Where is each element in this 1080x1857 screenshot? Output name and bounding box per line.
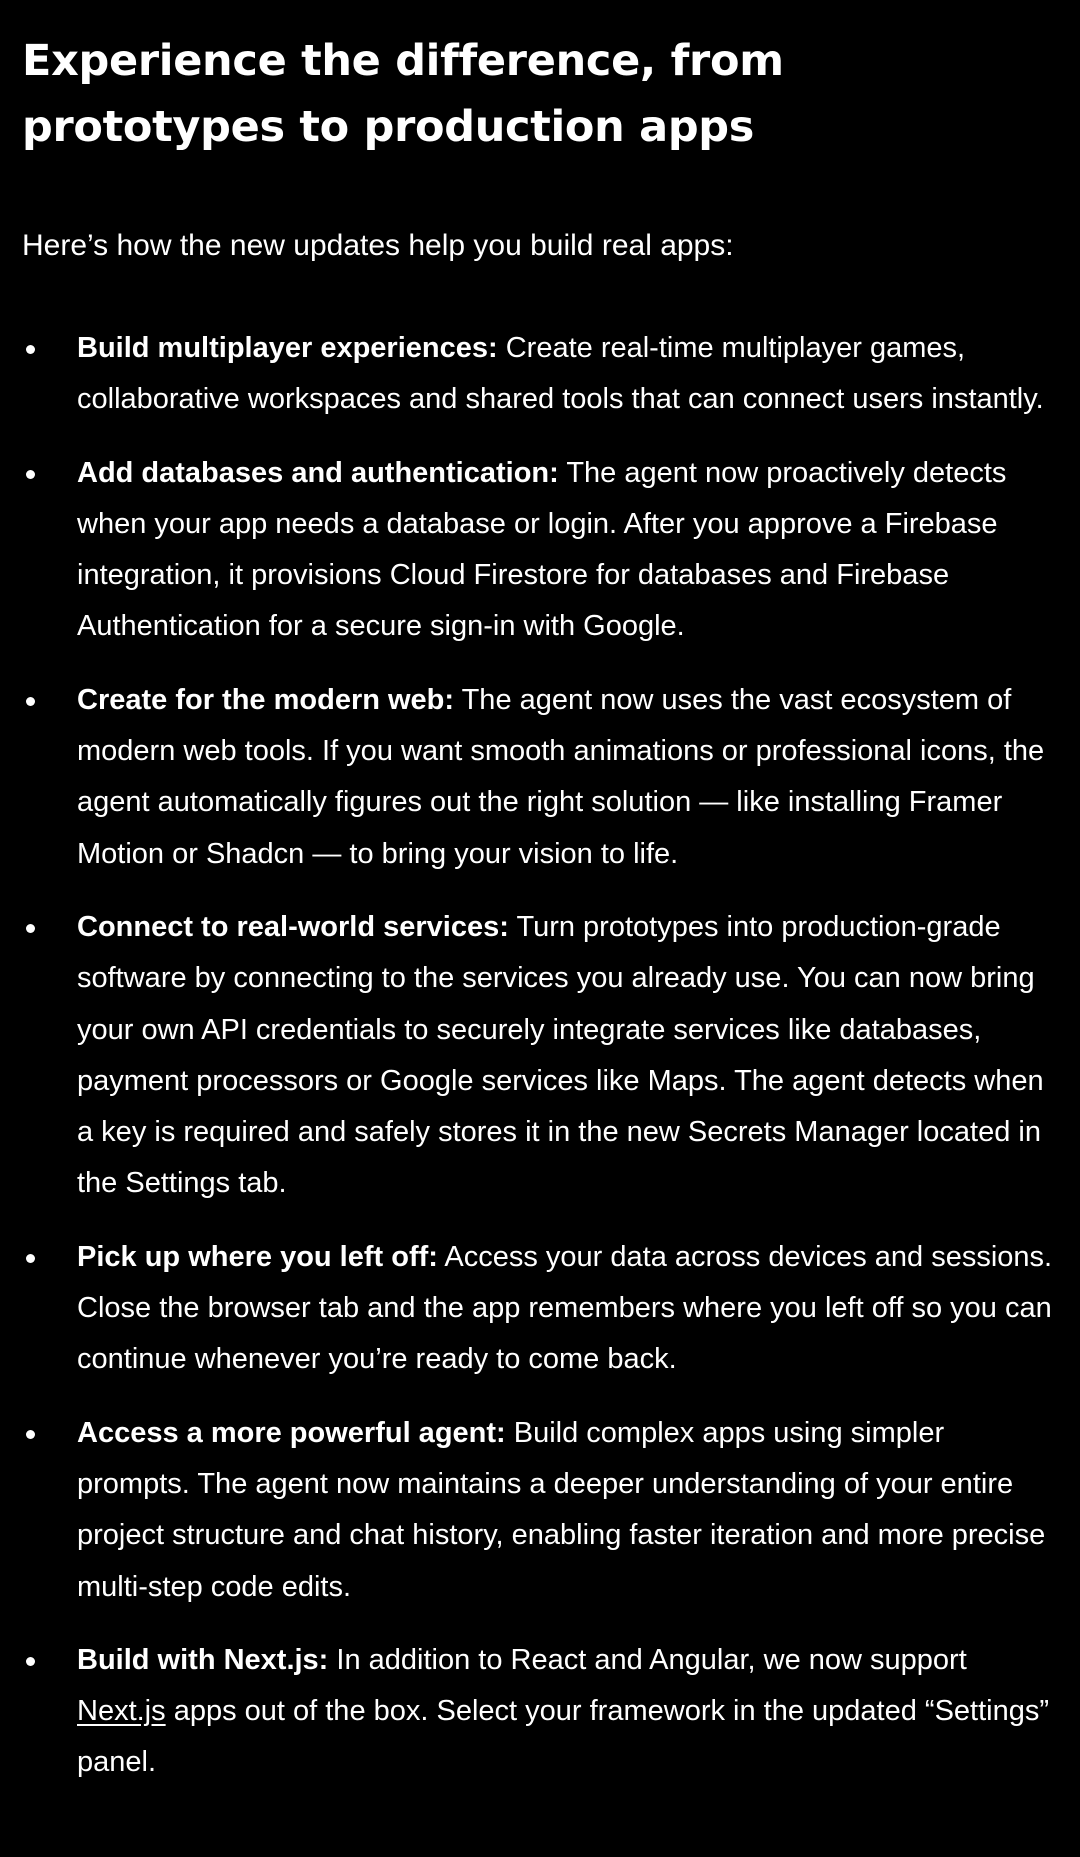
feature-title: Add databases and authentication:: [77, 456, 559, 489]
list-item-databases: [22, 448, 1058, 653]
feature-title: Create for the modern web:: [77, 683, 455, 716]
feature-text-after-link: apps out of the box. Select your framework in the updated “Settings” panel.: [77, 1695, 1050, 1779]
list-item-powerful-agent: [22, 1408, 1058, 1613]
article-heading: Experience the difference, from prototypes to production apps: [22, 36, 784, 152]
bullet-icon: [26, 924, 35, 933]
intro-paragraph: Here’s how the new updates help you build real apps:: [22, 229, 734, 262]
list-item-modern-web: [22, 675, 1058, 880]
feature-title: Build with Next.js:: [77, 1643, 329, 1676]
bullet-icon: [26, 1254, 35, 1263]
list-item-pick-up: [22, 1232, 1058, 1386]
feature-text-before-link: In addition to React and Angular, we now support: [328, 1643, 967, 1676]
bullet-icon: [26, 345, 35, 354]
feature-title: Access a more powerful agent:: [77, 1416, 506, 1449]
bullet-icon: [26, 470, 35, 479]
feature-list: [22, 323, 1058, 1789]
feature-text: The agent now uses the vast ecosystem of modern web tools. If you want smooth animations or professional icons, the agent automatically figures out the right solution — like installing Framer Motion or Shadcn — to bring your vision to life.: [77, 683, 1045, 870]
bullet-icon: [26, 697, 35, 706]
feature-text: The agent now proactively detects when your app needs a database or login. After you approve a Firebase integration, it provisions Cloud Firestore for databases and Firebase Authentication for a secure sign-in with Google.: [77, 456, 1007, 643]
list-item-multiplayer: [22, 323, 1058, 426]
feature-title: Connect to real-world services:: [77, 910, 509, 943]
feature-text: Build complex apps using simpler prompts. The agent now maintains a deeper understanding of your entire project structure and chat history, enabling faster iteration and more precise multi-step code edits.: [77, 1416, 1046, 1603]
bullet-icon: [26, 1657, 35, 1666]
feature-text: Access your data across devices and sessions. Close the browser tab and the app remembers where you left off so you can continue whenever you’re ready to come back.: [77, 1240, 1053, 1376]
feature-text: Create real-time multiplayer games, collaborative workspaces and shared tools that can connect users instantly.: [77, 332, 1044, 416]
nextjs-link[interactable]: Next.js: [77, 1695, 166, 1728]
feature-text: Turn prototypes into production-grade software by connecting to the services you already use. You can now bring your own API credentials to securely integrate services like databases, payment processors or Google services like Maps. The agent detects when a key is required and safely stores it in the new Secrets Manager located in the Settings tab.: [77, 910, 1044, 1200]
list-item-nextjs: [22, 1635, 1058, 1789]
feature-title: Pick up where you left off:: [77, 1240, 438, 1273]
list-item-real-world-services: [22, 902, 1058, 1210]
feature-title: Build multiplayer experiences:: [77, 332, 498, 364]
bullet-icon: [26, 1430, 35, 1439]
